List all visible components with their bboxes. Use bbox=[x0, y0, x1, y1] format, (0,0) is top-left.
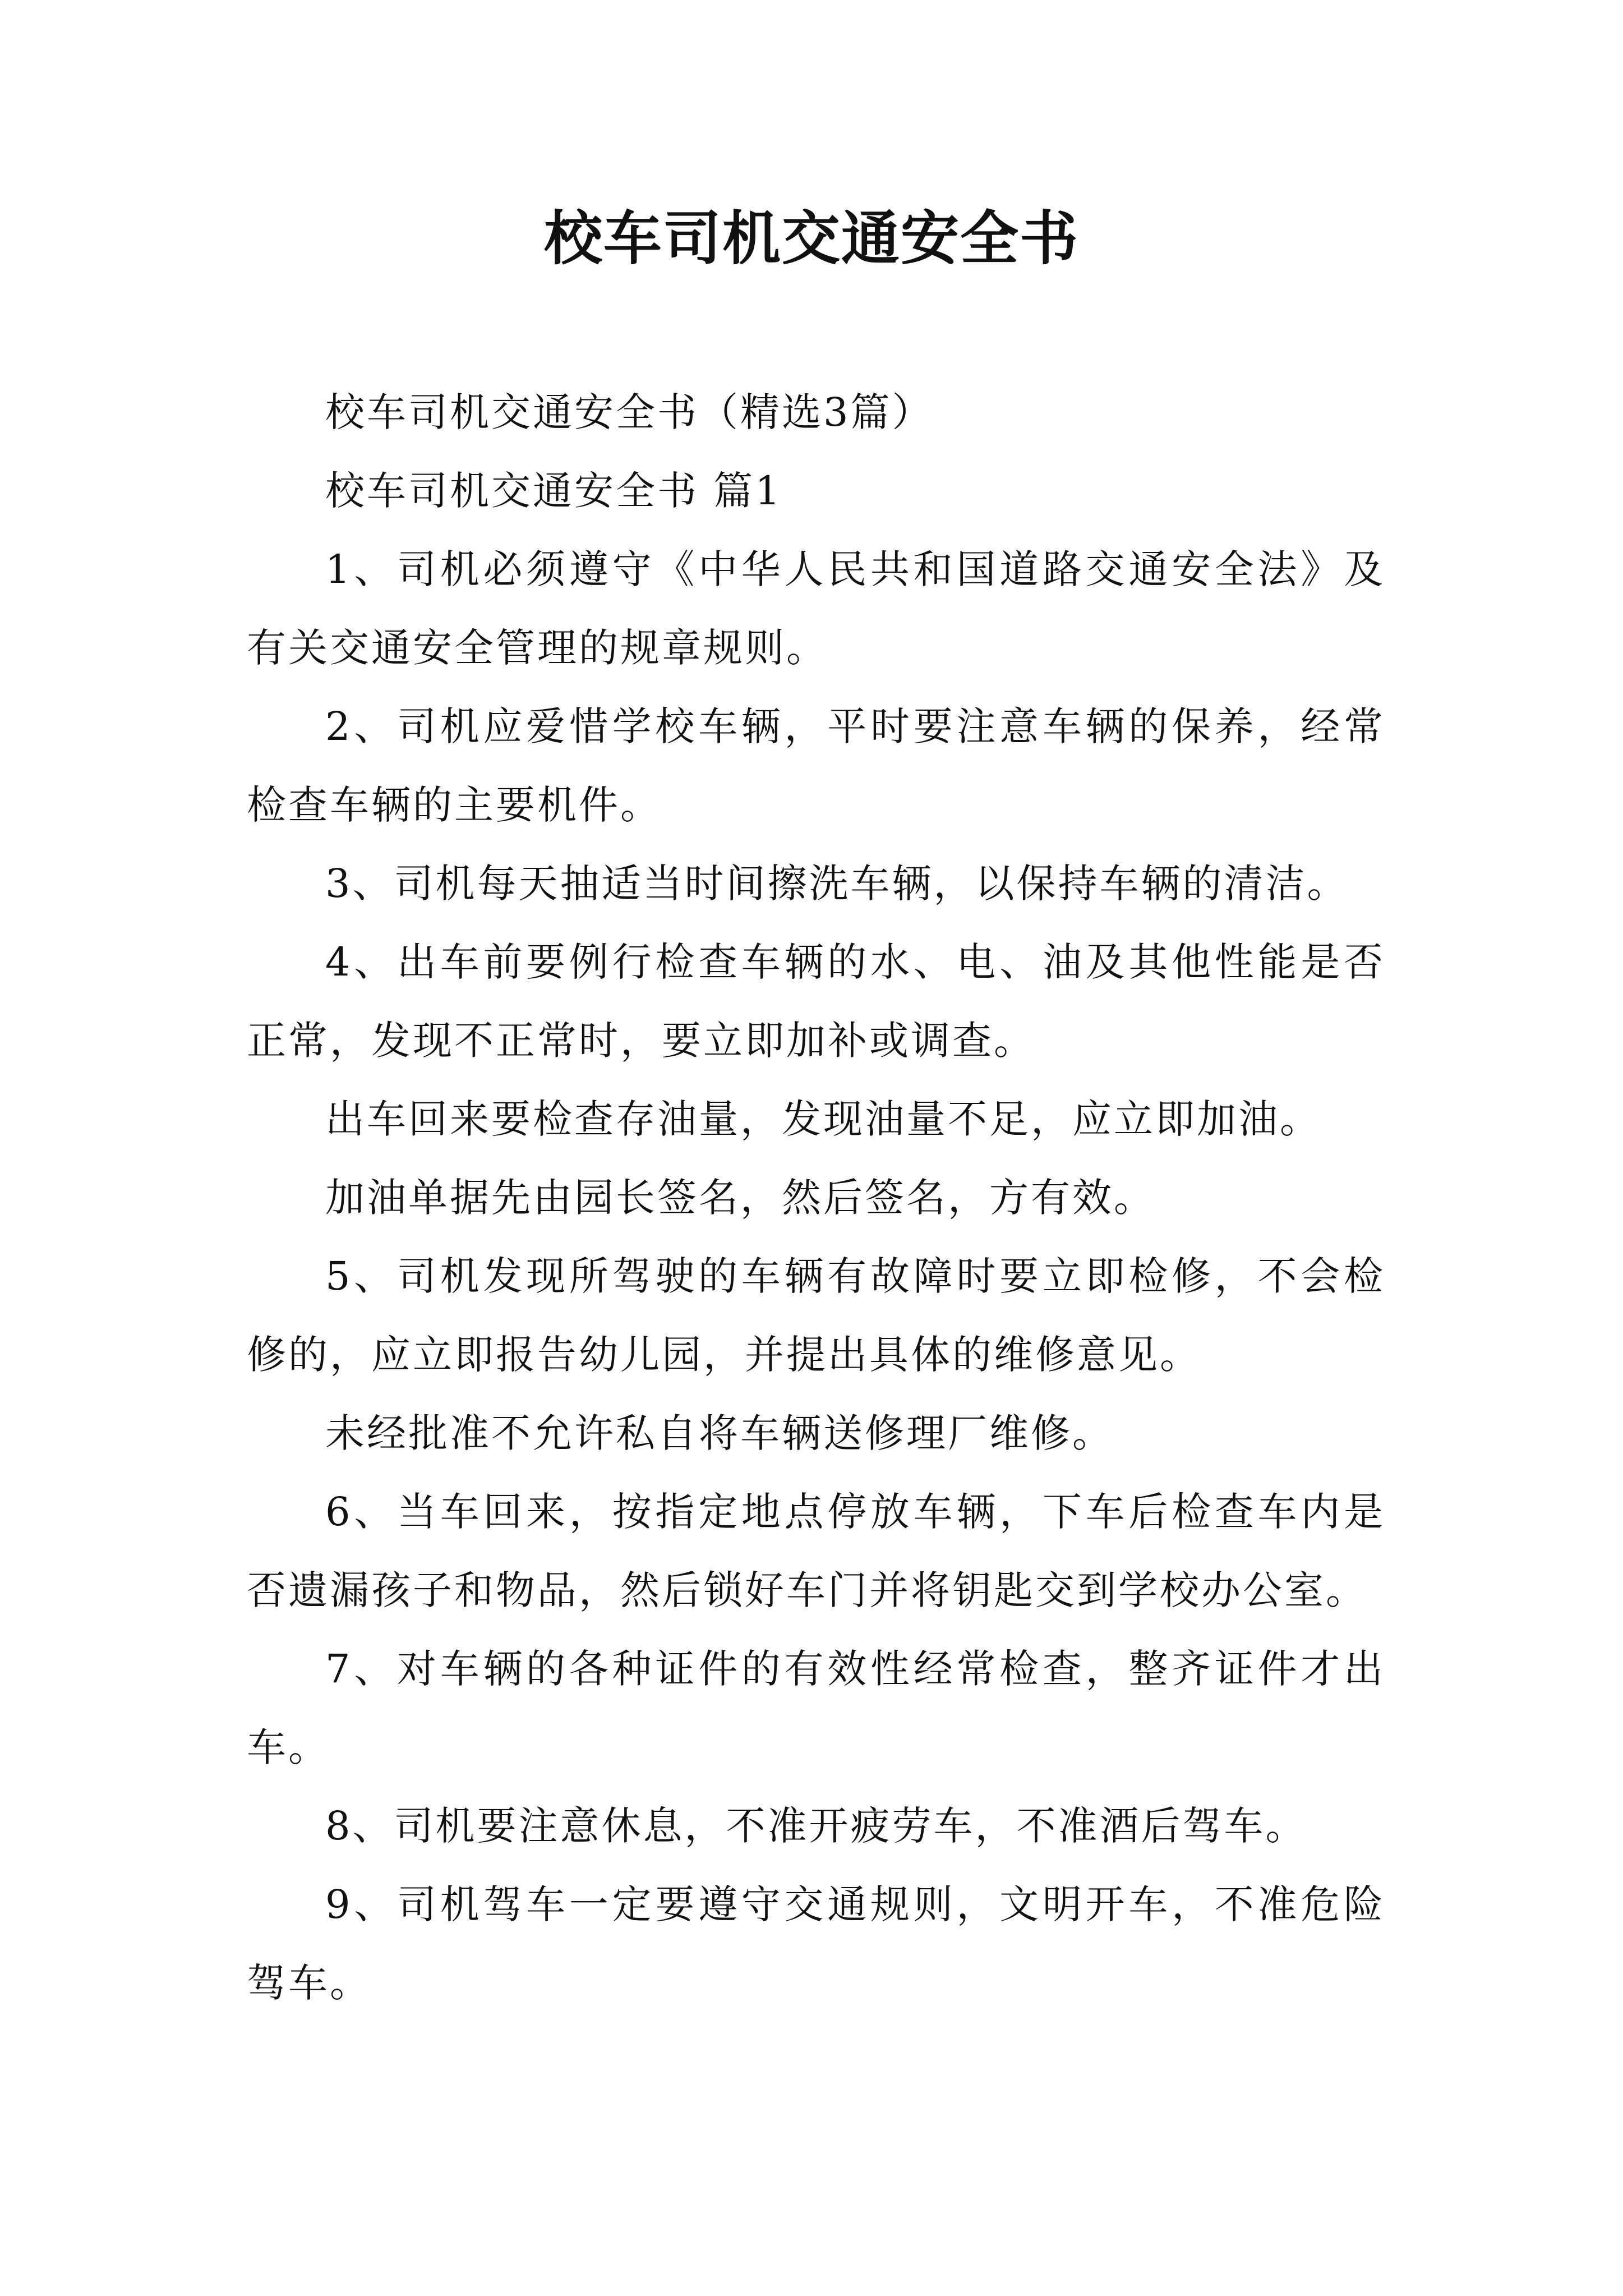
paragraph-rule-9: 9、司机驾车一定要遵守交通规则，文明开车，不准危险驾车。 bbox=[247, 1881, 1385, 2006]
paragraph-section-heading: 校车司机交通安全书 篇1 bbox=[325, 468, 782, 514]
paragraph-rule-2: 2、司机应爱惜学校车辆，平时要注意车辆的保养，经常检查车辆的主要机件。 bbox=[247, 703, 1385, 828]
paragraph-rule-7: 7、对车辆的各种证件的有效性经常检查，整齐证件才出车。 bbox=[247, 1646, 1385, 1770]
document-body bbox=[247, 373, 1385, 2022]
paragraph-rule-3: 3、司机每天抽适当时间擦洗车辆，以保持车辆的清洁。 bbox=[325, 861, 1349, 907]
paragraph-rule-4-fuel-check: 出车回来要检查存油量，发现油量不足，应立即加油。 bbox=[325, 1096, 1321, 1142]
paragraph-collection-title: 校车司机交通安全书（精选3篇） bbox=[325, 389, 934, 435]
paragraph-rule-5-repair-approval: 未经批准不允许私自将车辆送修理厂维修。 bbox=[325, 1410, 1114, 1456]
paragraph-rule-8: 8、司机要注意休息，不准开疲劳车，不准酒后驾车。 bbox=[325, 1803, 1307, 1849]
paragraph-rule-5: 5、司机发现所驾驶的车辆有故障时要立即检修，不会检修的，应立即报告幼儿园，并提出具体的维修意见。 bbox=[247, 1253, 1385, 1378]
paragraph-rule-4-fuel-receipt: 加油单据先由园长签名，然后签名，方有效。 bbox=[325, 1175, 1155, 1221]
paragraph-rule-6: 6、当车回来，按指定地点停放车辆，下车后检查车内是否遗漏孩子和物品，然后锁好车门并将钥匙交到学校办公室。 bbox=[247, 1489, 1385, 1613]
paragraph-rule-4: 4、出车前要例行检查车辆的水、电、油及其他性能是否正常，发现不正常时，要立即加补或调查。 bbox=[247, 939, 1385, 1064]
document-title: 校车司机交通安全书 bbox=[543, 204, 1079, 273]
paragraph-rule-1: 1、司机必须遵守《中华人民共和国道路交通安全法》及有关交通安全管理的规章规则。 bbox=[247, 546, 1385, 671]
